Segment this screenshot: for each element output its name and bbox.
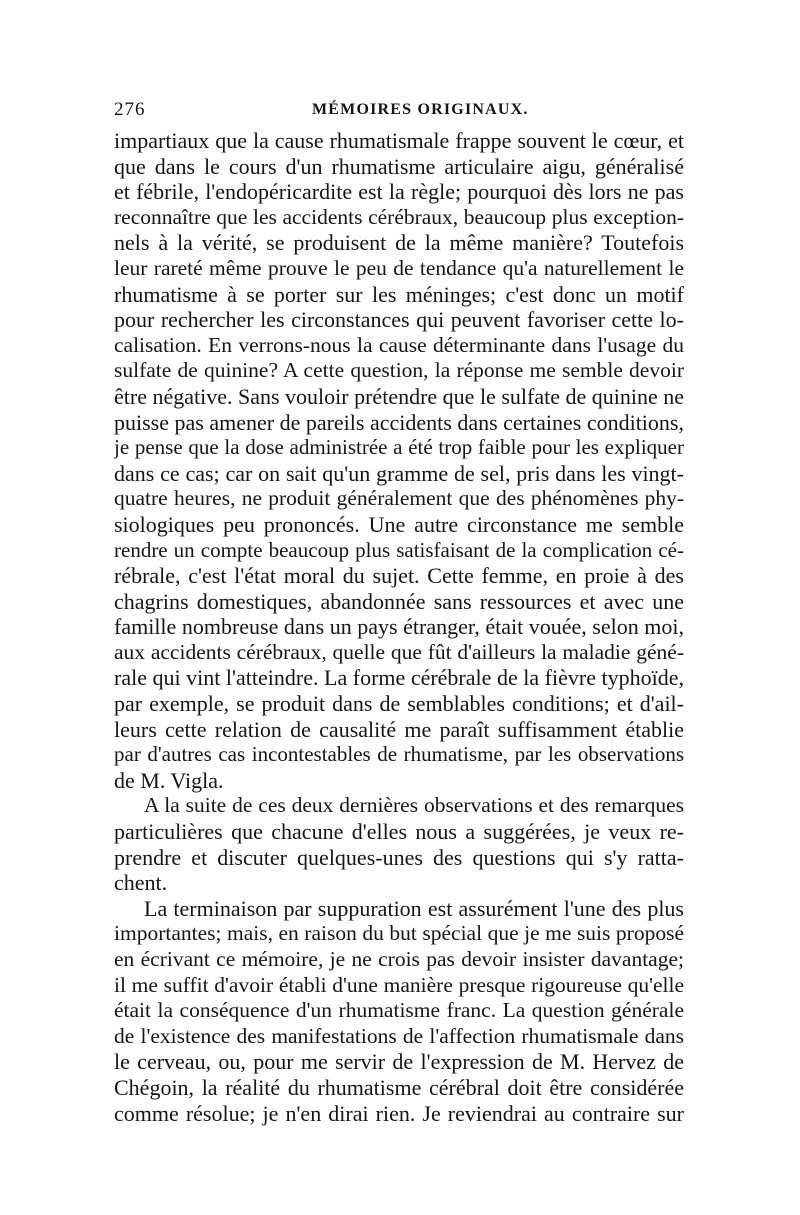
text-line: particulières que chacune d'elles nous a suggérées, je veux re- <box>114 819 684 845</box>
text-line: comme résolue; je n'en dirai rien. Je reviendrai au contraire sur <box>114 1100 684 1126</box>
text-line: Chégoin, la réalité du rhumatisme cérébral doit être considérée <box>114 1074 684 1100</box>
text-line: par d'autres cas incontestables de rhumatisme, par les observations <box>114 742 684 767</box>
text-line: que dans le cours d'un rhumatisme articulaire aigu, généralisé <box>114 153 684 179</box>
text-line: La terminaison par suppuration est assurément l'une des plus <box>144 895 684 921</box>
running-head <box>114 99 684 121</box>
text-line: le cerveau, ou, pour me servir de l'expression de M. Hervez de <box>114 1049 684 1075</box>
text-line: chent. <box>114 870 168 896</box>
body-text <box>114 128 684 1126</box>
text-line: être négative. Sans vouloir prétendre que le sulfate de quinine ne <box>114 383 684 409</box>
text-line: puisse pas amener de pareils accidents dans certaines conditions, <box>114 409 684 435</box>
text-line: impartiaux que la cause rhumatismale frappe souvent le cœur, et <box>114 128 684 153</box>
text-line: sulfate de quinine? A cette question, la réponse me semble devoir <box>114 358 684 383</box>
text-line: de l'existence des manifestations de l'affection rhumatismale dans <box>114 1023 684 1048</box>
text-line: importantes; mais, en raison du but spécial que je me suis proposé <box>114 921 684 946</box>
text-line: je pense que la dose administrée a été trop faible pour les expliquer <box>114 435 684 460</box>
text-line: prendre et discuter quelques-unes des questions qui s'y ratta- <box>114 844 684 870</box>
text-line: leurs cette relation de causalité me paraît suffisamment établie <box>114 716 684 742</box>
text-line: dans ce cas; car on sait qu'un gramme de sel, pris dans les vingt- <box>114 460 684 486</box>
text-line: était la conséquence d'un rhumatisme franc. La question générale <box>114 998 684 1023</box>
text-line: rale qui vint l'atteindre. La forme cérébrale de la fièvre typhoïde, <box>114 665 684 691</box>
running-title: MÉMOIRES ORIGINAUX. <box>312 101 529 118</box>
text-line: rhumatisme à se porter sur les méninges; c'est donc un motif <box>114 281 684 307</box>
text-line: par exemple, se produit dans de semblables conditions; et d'ail- <box>114 691 684 717</box>
text-line: en écrivant ce mémoire, je ne crois pas devoir insister davantage; <box>114 947 684 971</box>
text-line: quatre heures, ne produit généralement que des phénomènes phy- <box>114 486 684 511</box>
text-line: siologiques peu prononcés. Une autre circonstance me semble <box>114 511 684 537</box>
text-line: chagrins domestiques, abandonnée sans ressources et avec une <box>114 588 684 614</box>
text-line: rébrale, c'est l'état moral du sujet. Cette femme, en proie à des <box>114 563 684 589</box>
text-line: il me suffit d'avoir établi d'une manière presque rigoureuse qu'elle <box>114 972 684 997</box>
page-number: 276 <box>114 99 146 120</box>
text-line: aux accidents cérébraux, quelle que fût d'ailleurs la maladie géné- <box>114 639 684 664</box>
text-line: nels à la vérité, se produisent de la même manière? Toutefois <box>114 230 684 256</box>
text-line: et fébrile, l'endopéricardite est la règle; pourquoi dès lors ne pas <box>114 179 684 205</box>
text-line: reconnaître que les accidents cérébraux, beaucoup plus exception- <box>114 204 684 229</box>
text-line: leur rareté même prouve le peu de tendance qu'a naturellement le <box>114 255 684 280</box>
text-line: A la suite de ces deux dernières observations et des remarques <box>144 793 684 818</box>
text-line: famille nombreuse dans un pays étranger, était vouée, selon moi, <box>114 614 684 640</box>
text-line: de M. Vigla. <box>114 767 224 793</box>
text-line: pour rechercher les circonstances qui peuvent favoriser cette lo- <box>114 307 684 333</box>
text-line: rendre un compte beaucoup plus satisfaisant de la complication cé- <box>114 537 684 562</box>
text-line: calisation. En verrons-nous la cause déterminante dans l'usage du <box>114 332 684 357</box>
